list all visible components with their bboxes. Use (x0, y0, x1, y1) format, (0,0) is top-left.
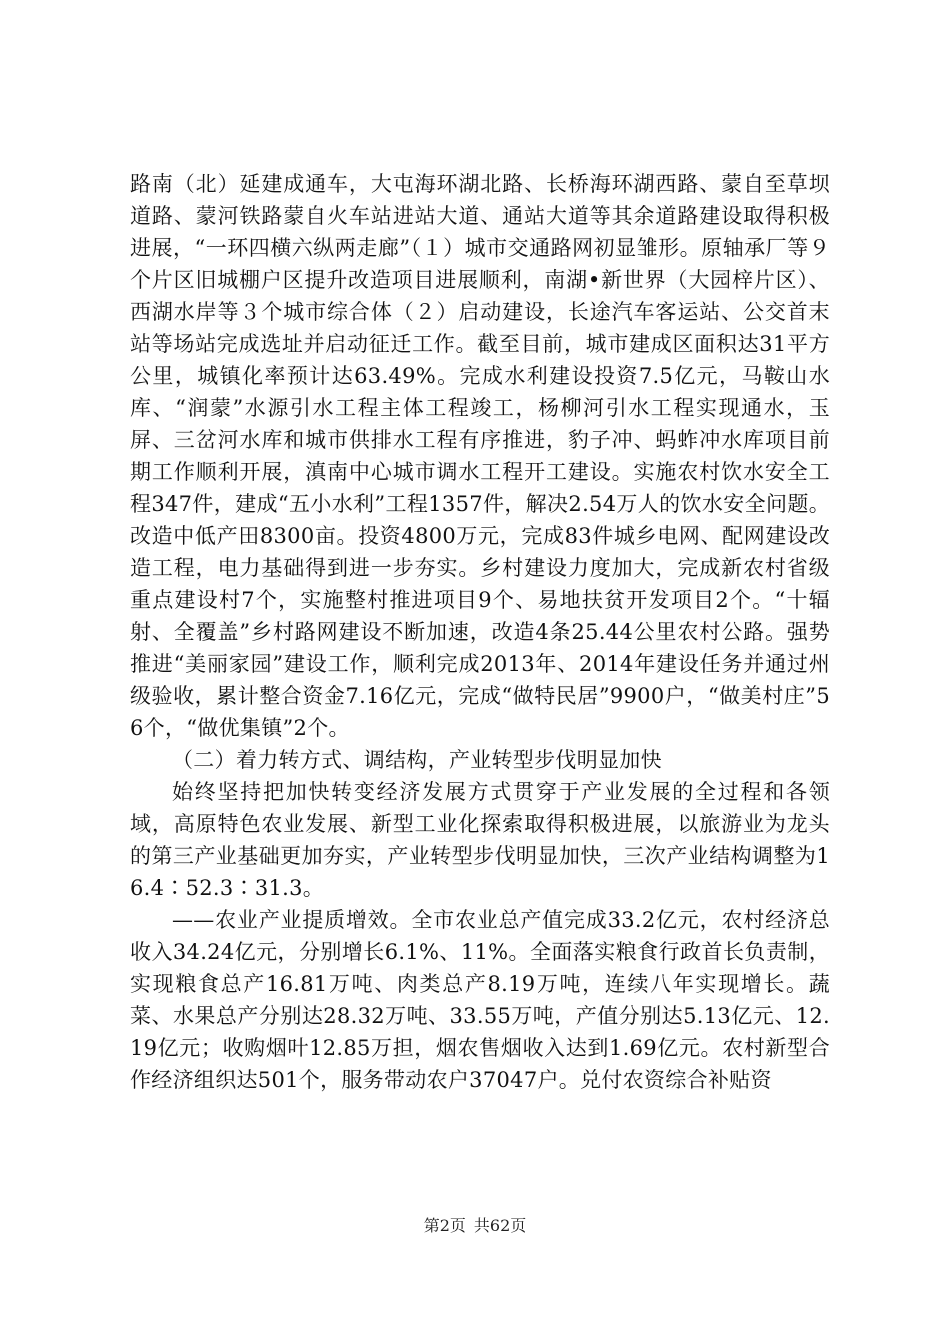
page-total: 共62页 (473, 1216, 527, 1235)
document-body (130, 168, 830, 1096)
paragraph-industry-transformation: 始终坚持把加快转变经济发展方式贯穿于产业发展的全过程和各领域，高原特色农业发展、新型工业化探索取得积极进展，以旅游业为龙头的第三产业基础更加夯实，产业转型步伐明显加快，三次产业结构调整为16.4∶52.3∶31.3。 (130, 780, 830, 900)
page-number: 第2页 (423, 1216, 466, 1235)
paragraph-agriculture: ——农业产业提质增效。全市农业总产值完成33.2亿元，农村经济总收入34.24亿元，分别增长6.1%、11%。全面落实粮食行政首长负责制，实现粮食总产16.81万吨、肉类总产8.19万吨，连续八年实现增长。蔬菜、水果总产分别达28.32万吨、33.55万吨，产值分别达5.13亿元、12.19亿元；收购烟叶12.85万担，烟农售烟收入达到1.69亿元。农村新型合作经济组织达501个，服务带动农户37047户。兑付农资综合补贴资 (130, 908, 830, 1092)
page-footer (0, 1216, 950, 1236)
section-heading-2: （二）着力转方式、调结构，产业转型步伐明显加快 (172, 748, 662, 772)
paragraph-continuation: 路南（北）延建成通车，大屯海环湖北路、长桥海环湖西路、蒙自至草坝道路、蒙河铁路蒙自火车站进站大道、通站大道等其余道路建设取得积极进展，“一环四横六纵两走廊”（１）城市交通路网初显雏形。原轴承厂等９个片区旧城棚户区提升改造项目进展顺利，南湖•新世界（大园梓片区）、西湖水岸等３个城市综合体（２）启动建设，长途汽车客运站、公交首末站等场站完成选址并启动征迁工作。截至目前，城市建成区面积达31平方公里，城镇化率预计达63.49%。完成水利建设投资7.5亿元，马鞍山水库、“润蒙”水源引水工程主体工程竣工，杨柳河引水工程实现通水，玉屏、三岔河水库和城市供排水工程有序推进，豹子冲、蚂蚱冲水库项目前期工作顺利开展，滇南中心城市调水工程开工建设。实施农村饮水安全工程347件，建成“五小水利”工程1357件，解决2.54万人的饮水安全问题。改造中低产田8300亩。投资4800万元，完成83件城乡电网、配网建设改造工程，电力基础得到进一步夯实。乡村建设力度加大，完成新农村省级重点建设村7个，实施整村推进项目9个、易地扶贫开发项目2个。“十辐射、全覆盖”乡村路网建设不断加速，改造4条25.44公里农村公路。强势推进“美丽家园”建设工作，顺利完成2013年、2014年建设任务并通过州级验收，累计整合资金7.16亿元，完成“做特民居”9900户，“做美村庄”56个，“做优集镇”2个。 (130, 172, 830, 740)
